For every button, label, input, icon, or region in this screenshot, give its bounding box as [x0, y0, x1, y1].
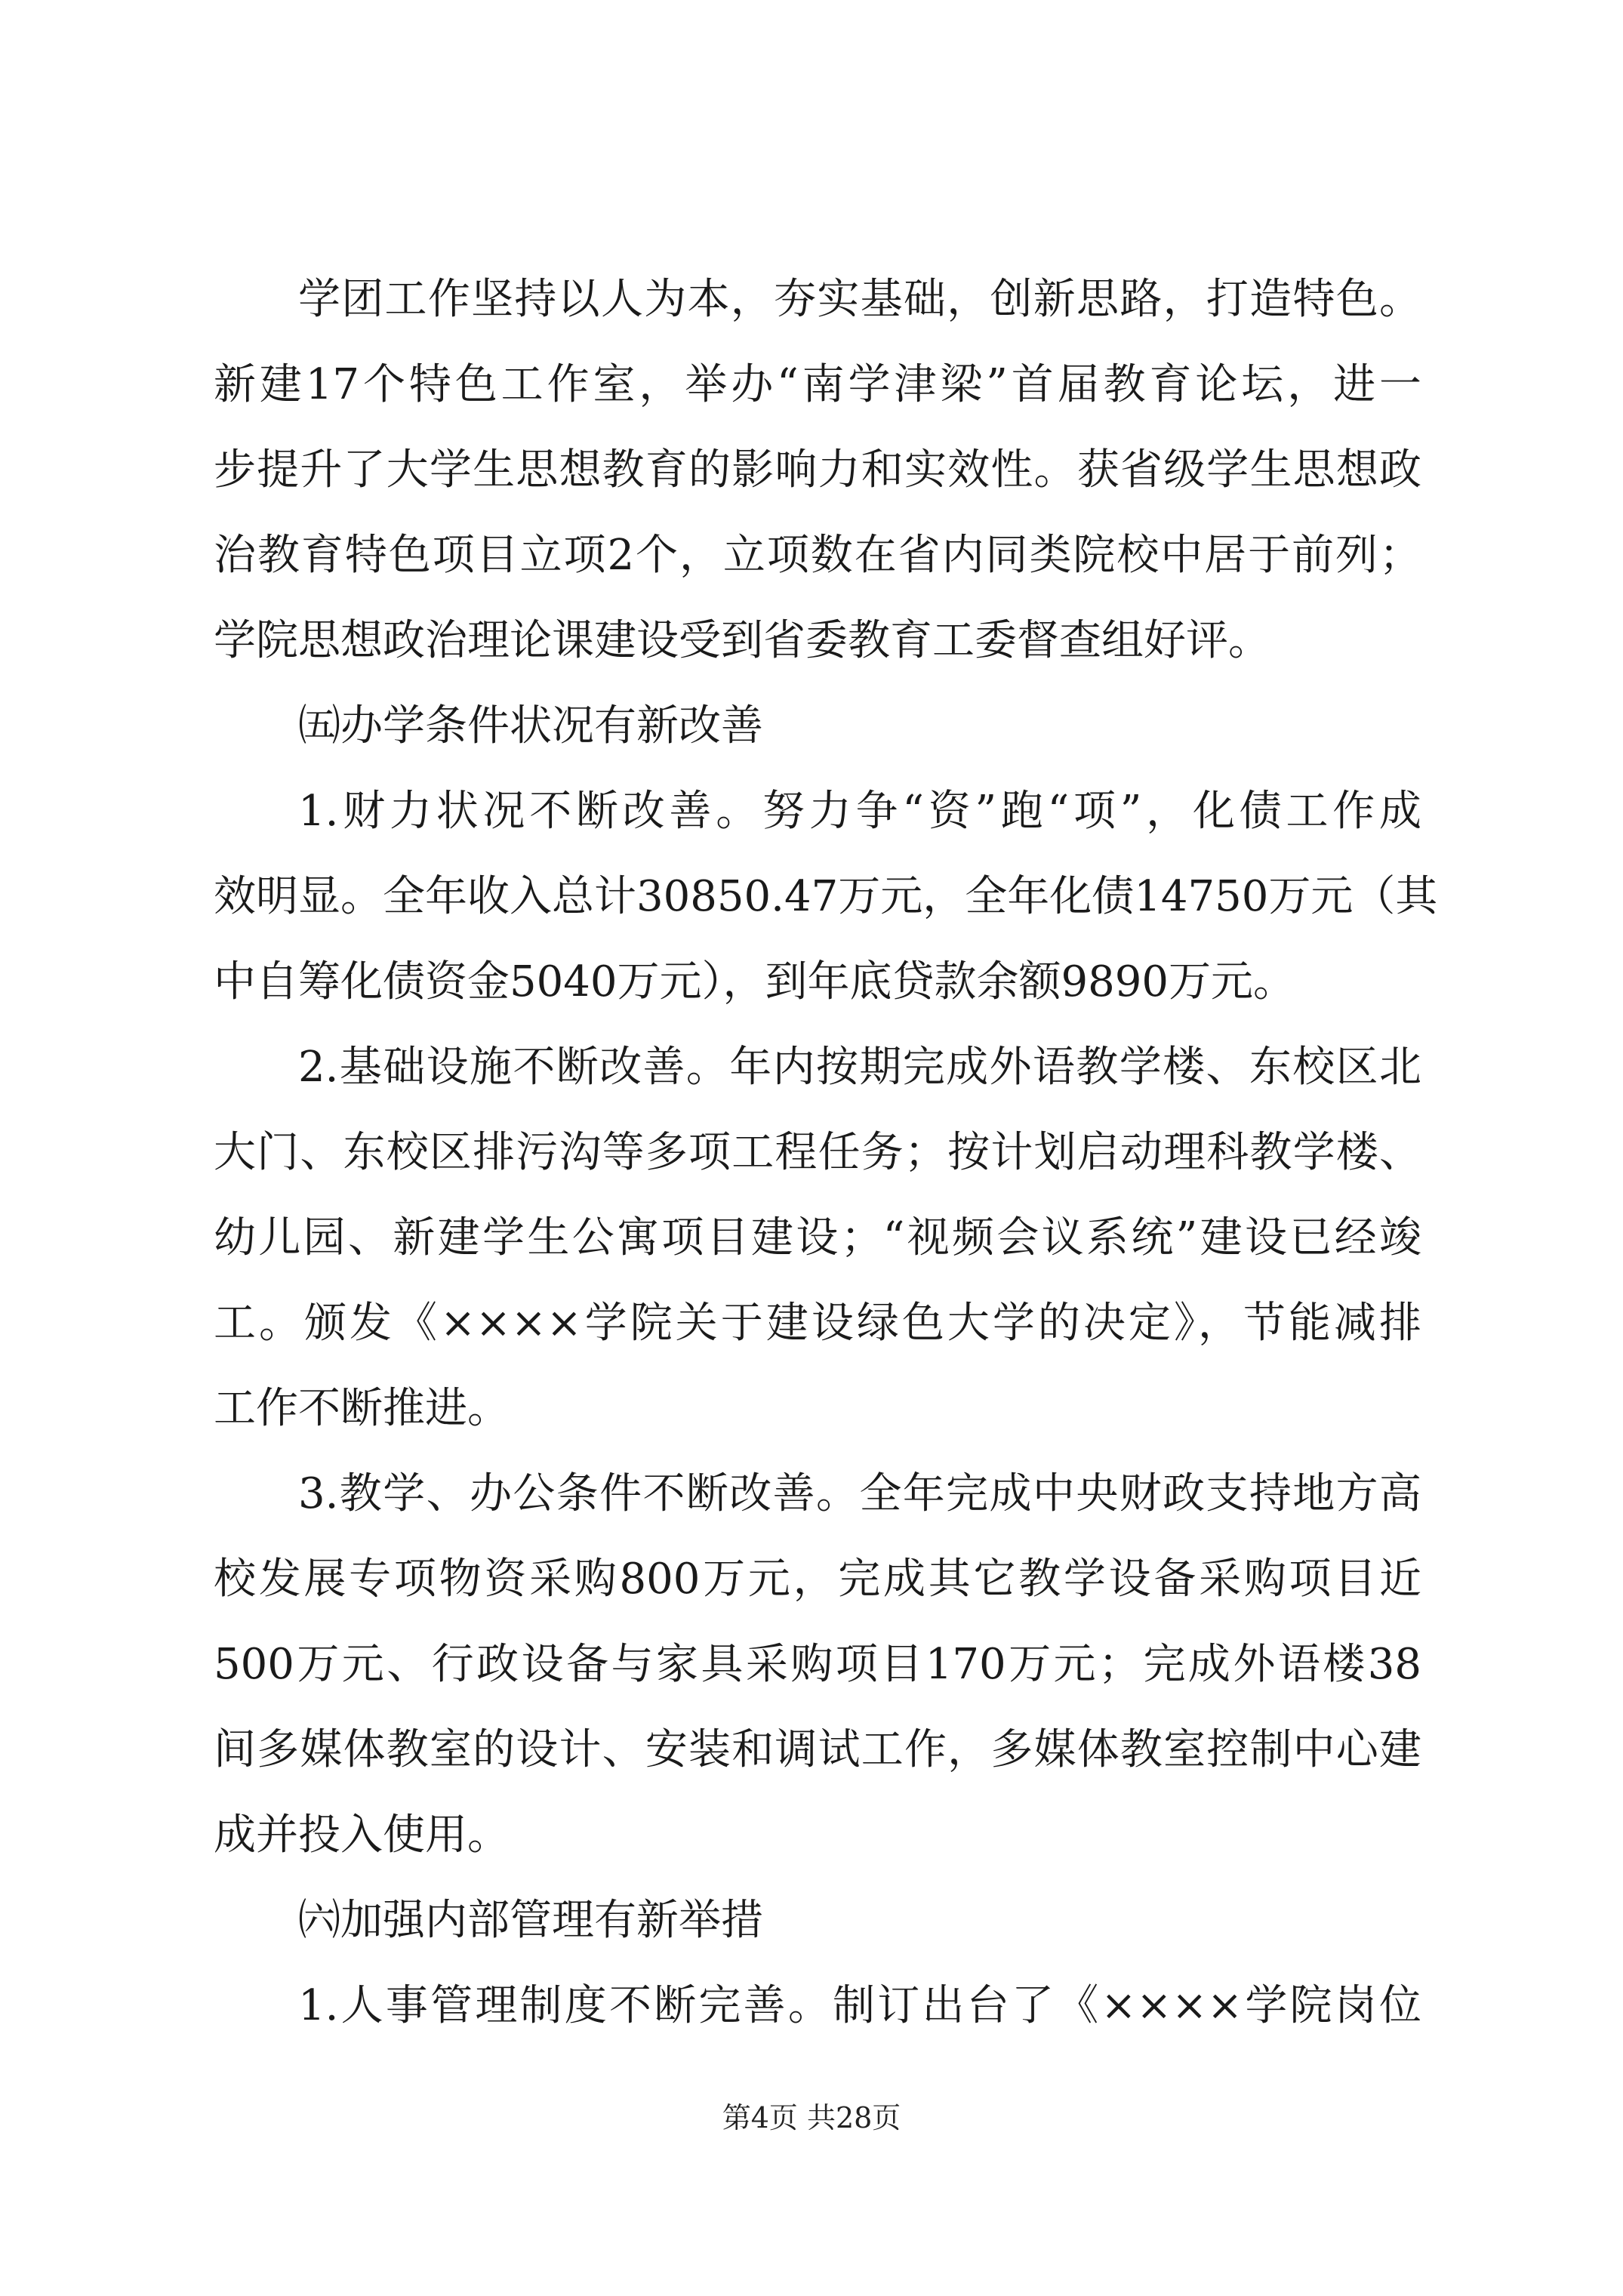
text-line: 3.教学、办公条件不断改善。全年完成中央财政支持地方高 [298, 1469, 1421, 1518]
text-line: 500万元、行政设备与家具采购项目170万元；完成外语楼38 [214, 1640, 1421, 1689]
text-line: 治教育特色项目立项2个，立项数在省内同类院校中居于前列； [214, 531, 1421, 580]
text-line: 步提升了大学生思想教育的影响力和实效性。获省级学生思想政 [214, 445, 1421, 495]
text-line: 幼儿园、新建学生公寓项目建设；“视频会议系统”建设已经竣 [214, 1213, 1421, 1262]
section-heading: ㈤办学条件状况有新改善 [298, 701, 763, 750]
text-line: 1.财力状况不断改善。努力争“资”跑“项”，化债工作成 [298, 787, 1421, 836]
text-line: 学团工作坚持以人为本，夯实基础，创新思路，打造特色。 [298, 275, 1421, 324]
text-line: 效明显。全年收入总计30850.47万元，全年化债14750万元（其 [214, 872, 1438, 921]
text-line: 1.人事管理制度不断完善。制订出台了《××××学院岗位 [298, 1981, 1421, 2030]
text-line: 新建17个特色工作室，举办“南学津梁”首届教育论坛，进一 [214, 360, 1421, 409]
page-number: 第4页 共28页 [722, 2101, 901, 2134]
text-line: 成并投入使用。 [214, 1811, 510, 1860]
text-line: 大门、东校区排污沟等多项工程任务；按计划启动理科教学楼、 [214, 1128, 1421, 1177]
body-text [214, 257, 1438, 2048]
page-footer [0, 2099, 1623, 2137]
text-line: 工。颁发《××××学院关于建设绿色大学的决定》，节能减排 [214, 1299, 1421, 1348]
text-line: 学院思想政治理论课建设受到省委教育工委督查组好评。 [214, 616, 1270, 665]
text-line: 校发展专项物资采购800万元，完成其它教学设备采购项目近 [214, 1555, 1421, 1604]
text-line: 间多媒体教室的设计、安装和调试工作，多媒体教室控制中心建 [214, 1725, 1421, 1774]
text-line: 中自筹化债资金5040万元），到年底贷款余额9890万元。 [214, 957, 1296, 1006]
section-heading: ㈥加强内部管理有新举措 [298, 1896, 763, 1945]
text-line: 2.基础设施不断改善。年内按期完成外语教学楼、东校区北 [298, 1043, 1421, 1092]
text-line: 工作不断推进。 [214, 1384, 510, 1433]
